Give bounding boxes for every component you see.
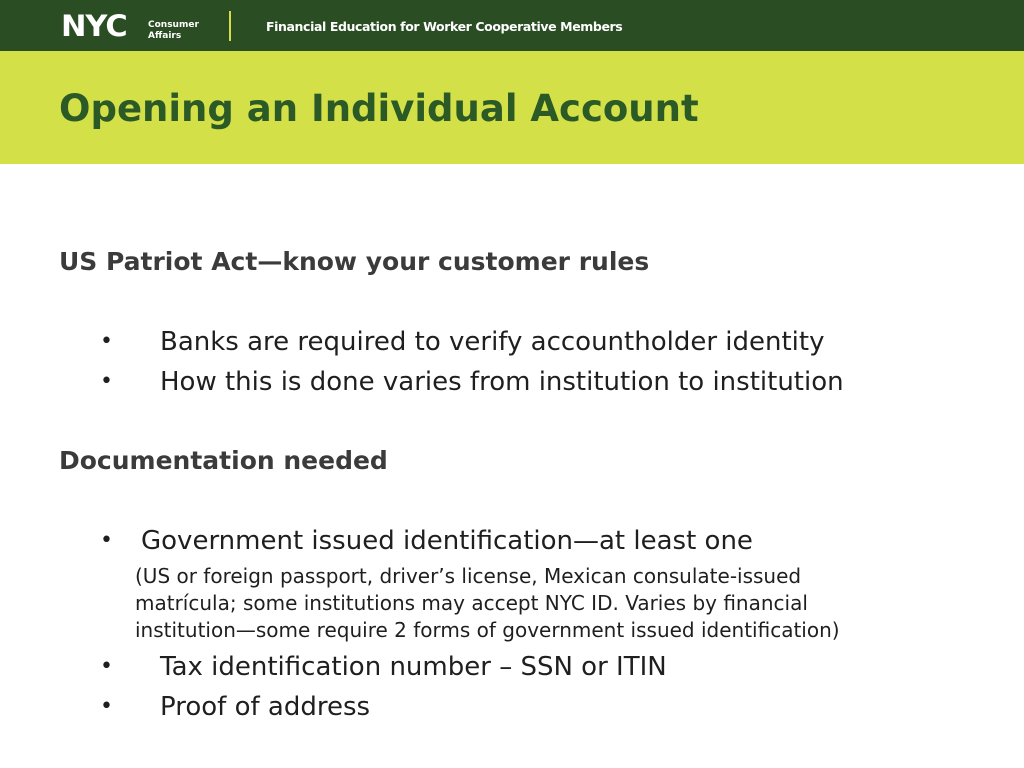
list-item: How this is done varies from institution to institution	[160, 367, 844, 397]
list-item: Tax identification number – SSN or ITIN	[160, 652, 667, 682]
list-item: Government issued identification—at least one	[141, 526, 753, 556]
agency-name-line-1: Consumer	[148, 20, 199, 30]
note-line: matrícula; some institutions may accept NYC ID. Varies by financial	[135, 591, 808, 615]
section-heading-patriot-act: US Patriot Act—know your customer rules	[59, 247, 650, 276]
nyc-logo: NYC	[61, 9, 127, 43]
bullet-marker: •	[100, 369, 113, 394]
bullet-marker: •	[100, 694, 113, 719]
top-header-bar	[0, 0, 1024, 51]
program-title: Financial Education for Worker Cooperative Members	[266, 19, 623, 34]
list-item: Banks are required to verify accountholder identity	[160, 327, 825, 357]
bullet-marker: •	[100, 329, 113, 354]
agency-name	[148, 20, 199, 42]
bullet-marker: •	[100, 528, 113, 553]
id-examples-note	[135, 563, 915, 644]
bullet-marker: •	[100, 654, 113, 679]
section-heading-documentation: Documentation needed	[59, 446, 388, 475]
header-divider	[229, 11, 231, 41]
agency-name-line-2: Affairs	[148, 31, 182, 41]
page-title: Opening an Individual Account	[59, 87, 699, 130]
list-item: Proof of address	[160, 692, 371, 722]
note-line: (US or foreign passport, driver’s license, Mexican consulate-issued	[135, 564, 802, 588]
note-line: institution—some require 2 forms of government issued identification)	[135, 618, 840, 642]
